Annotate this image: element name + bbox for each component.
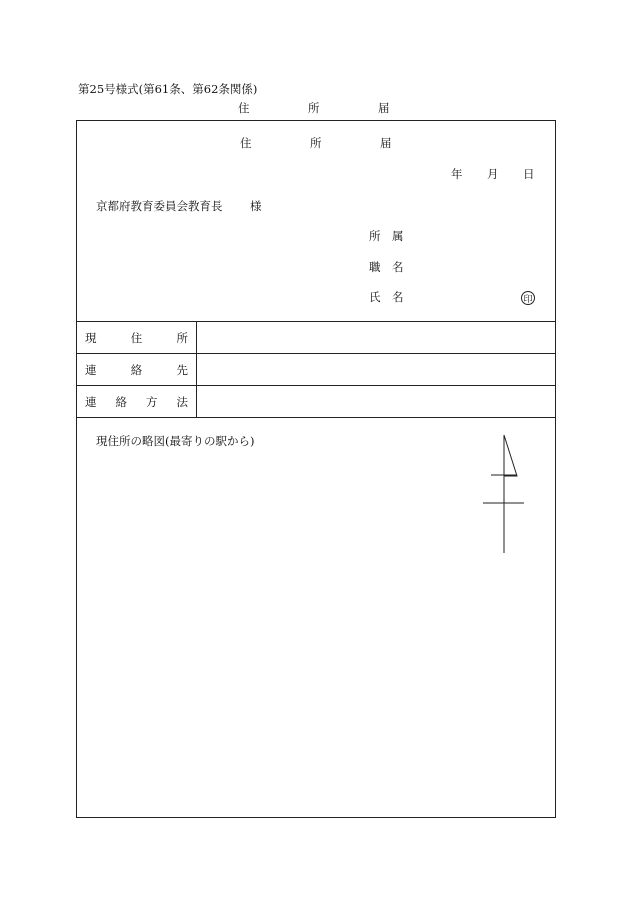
north-arrow-icon (477, 431, 527, 556)
inner-title-char: 所 (310, 136, 322, 150)
map-area-label: 現住所の略図(最寄りの駅から) (96, 434, 255, 448)
name-label-2: 名 (392, 290, 404, 304)
label-char: 方 (146, 394, 158, 409)
honorific: 様 (250, 199, 262, 213)
name-label-1: 氏 (369, 290, 381, 304)
inner-title-char: 届 (380, 136, 392, 150)
form-number: 第25号様式(第61条、第62条関係) (78, 82, 258, 96)
form-box (76, 120, 556, 818)
position-label-2: 名 (392, 260, 404, 274)
label-char: 連 (85, 362, 97, 377)
column-divider (196, 321, 197, 417)
addressee: 京都府教育委員会教育長 (96, 199, 223, 213)
row-divider (77, 417, 555, 418)
date-month-label: 月 (487, 167, 499, 181)
date-year-label: 年 (451, 167, 463, 181)
inner-title-char: 住 (240, 136, 252, 150)
contact-method-field[interactable] (201, 395, 551, 409)
outer-title-char: 住 (238, 101, 250, 115)
outer-title-char: 届 (378, 101, 390, 115)
label-char: 住 (130, 330, 143, 345)
label-char: 法 (176, 394, 188, 409)
position-label-1: 職 (369, 260, 381, 274)
label-char: 連 (85, 394, 97, 409)
outer-title-char: 所 (308, 101, 320, 115)
label-char: 絡 (130, 362, 143, 377)
label-char: 所 (176, 330, 188, 345)
current-address-field[interactable] (201, 331, 551, 345)
label-char: 現 (85, 330, 97, 345)
contact-method-label (77, 386, 196, 417)
current-address-label (77, 322, 196, 353)
affiliation-label-1: 所 (369, 229, 381, 243)
contact-label (77, 354, 196, 385)
date-day-label: 日 (523, 167, 535, 181)
label-char: 先 (176, 362, 188, 377)
label-char: 絡 (115, 394, 127, 409)
affiliation-label-2: 属 (392, 229, 404, 243)
contact-field[interactable] (201, 363, 551, 377)
seal-mark: 印 (521, 291, 535, 305)
